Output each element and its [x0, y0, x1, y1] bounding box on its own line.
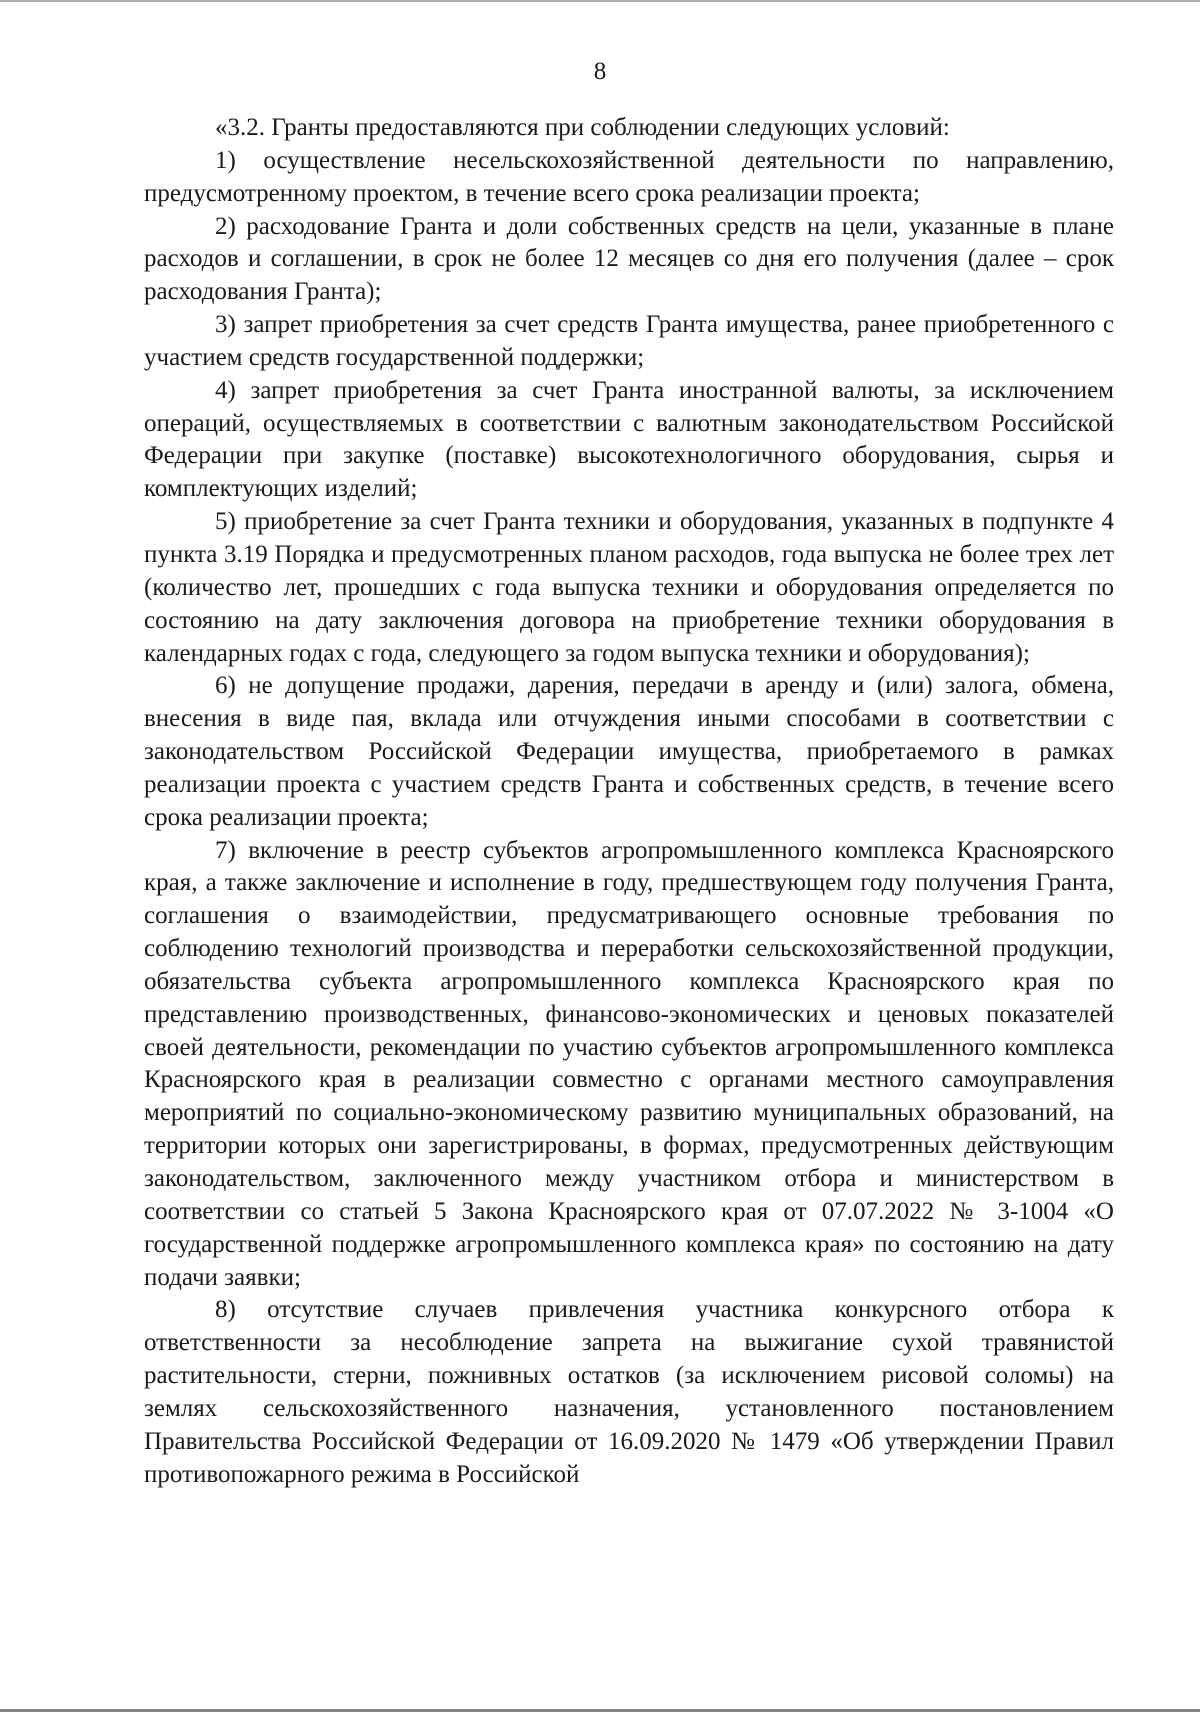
paragraph-condition-4: 4) запрет приобретения за счет Гранта иностранной валюты, за исключением операций, осуществляемых в соответствии с валютным законодательством Российской Федерации при закупке (поставке) высокотехнологичного оборудования, сырья и комплектующих изделий; [144, 376, 1114, 503]
paragraph-condition-7: 7) включение в реестр субъектов агропромышленного комплекса Красноярского края, а также заключение и исполнение в году, предшествующем году получения Гранта, соглашения о взаимодействии, предусматривающего основные требования по соблюдению технологий производства и переработки сельскохозяйственной продукции, обязательства субъекта агропромышленного комплекса Красноярского края по представлению производственных, финансово-экономических и ценовых показателей своей деятельности, рекомендации по участию субъектов агропромышленного комплекса Красноярского края в реализации совместно с органами местного самоуправления мероприятий по социально-экономическому развитию муниципальных образований, на территории которых они зарегистрированы, в формах, предусмотренных действующим законодательством, заключенного между участником отбора и министерством в соответствии со статьей 5 Закона Красноярского края от 07.07.2022 № 3-1004 «О государственной поддержке агропромышленного комплекса края» по состоянию на дату подачи заявки; [144, 836, 1114, 1291]
document-body [144, 112, 1114, 1491]
scan-top-edge [0, 0, 1200, 2]
paragraph-intro: «3.2. Гранты предоставляются при соблюдении следующих условий: [215, 114, 950, 141]
paragraph-condition-1: 1) осуществление несельскохозяйственной деятельности по направлению, предусмотренному проектом, в течение всего срока реализации проекта; [144, 146, 1114, 207]
page-number: 8 [593, 58, 607, 85]
paragraph-condition-2: 2) расходование Гранта и доли собственных средств на цели, указанные в плане расходов и соглашении, в срок не более 12 месяцев со дня его получения (далее – срок расходования Гранта); [144, 212, 1114, 306]
paragraph-condition-5: 5) приобретение за счет Гранта техники и оборудования, указанных в подпункте 4 пункта 3.19 Порядка и предусмотренных планом расходов, года выпуска не более трех лет (количество лет, прошедших с года выпуска техники и оборудования определяется по состоянию на дату заключения договора на приобретение техники оборудования в календарных годах с года, следующего за годом выпуска техники и оборудования); [144, 508, 1114, 667]
paragraph-condition-8: 8) отсутствие случаев привлечения участника конкурсного отбора к ответственности за несоблюдение запрета на выжигание сухой травянистой растительности, стерни, пожнивных остатков (за исключением рисовой соломы) на землях сельскохозяйственного назначения, установленного постановлением Правительства Российской Федерации от 16.09.2020 № 1479 «Об утверждении Правил противопожарного режима в Российской [144, 1296, 1114, 1488]
paragraph-condition-3: 3) запрет приобретения за счет средств Гранта имущества, ранее приобретенного с участием средств государственной поддержки; [144, 311, 1114, 371]
paragraph-condition-6: 6) не допущение продажи, дарения, передачи в аренду и (или) залога, обмена, внесения в виде пая, вклада или отчуждения иными способами в соответствии с законодательством Российской Федерации имущества, приобретаемого в рамках реализации проекта с участием средств Гранта и собственных средств, в течение всего срока реализации проекта; [144, 672, 1114, 831]
